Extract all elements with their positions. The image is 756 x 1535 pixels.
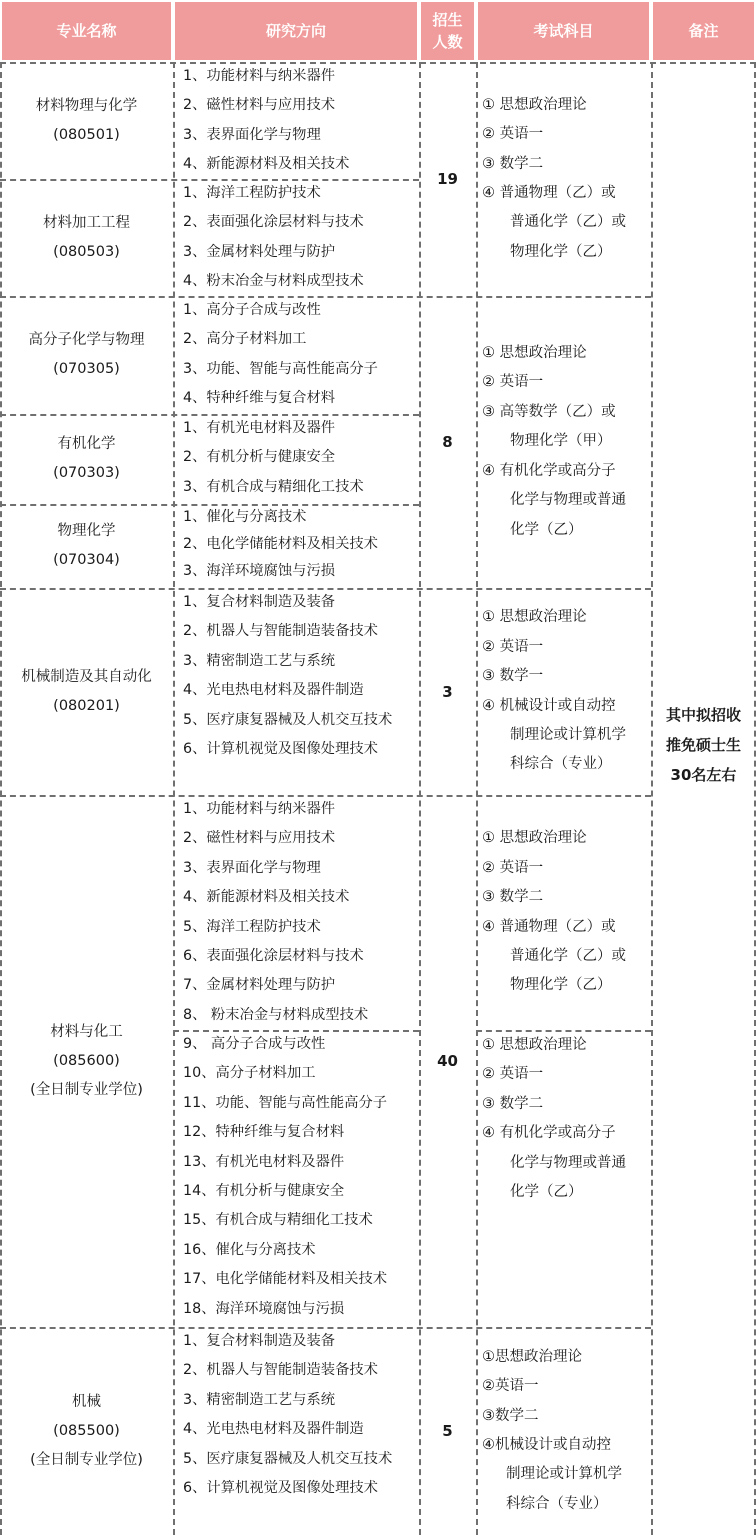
major-cell: 机械 (085500) (全日制专业学位) bbox=[30, 1393, 143, 1468]
direction-item: 6、计算机视觉及图像处理技术 bbox=[183, 740, 378, 757]
direction-list bbox=[173, 62, 419, 179]
header-count: 招生 人数 bbox=[419, 0, 476, 62]
grid-line bbox=[0, 414, 419, 416]
grid-line bbox=[0, 795, 651, 797]
major-cell: 物理化学 (070304) bbox=[53, 523, 120, 568]
direction-item: 2、表面强化涂层材料与技术 bbox=[183, 214, 364, 231]
grid-line bbox=[0, 1327, 651, 1329]
direction-item: 3、有机合成与精细化工技术 bbox=[183, 478, 364, 495]
direction-item: 1、功能材料与纳米器件 bbox=[183, 801, 336, 817]
direction-list bbox=[173, 795, 419, 1030]
direction-item: 11、功能、智能与高性能高分子 bbox=[183, 1094, 388, 1111]
direction-item: 1、功能材料与纳米器件 bbox=[183, 68, 336, 84]
major-cell: 材料加工工程 (080503) bbox=[43, 214, 130, 260]
direction-item: 3、精密制造工艺与系统 bbox=[183, 1391, 336, 1408]
major-cell: 材料与化工 (085600) (全日制专业学位) bbox=[30, 1023, 143, 1098]
direction-item: 2、磁性材料与应用技术 bbox=[183, 97, 336, 114]
direction-item: 1、催化与分离技术 bbox=[183, 509, 307, 525]
direction-item: 18、海洋环境腐蚀与污损 bbox=[183, 1300, 345, 1317]
exam-subjects: ① 思想政治理论 ② 英语一 ③ 高等数学（乙）或 物理化学（甲） ④ 有机化学或高分子 化学与物理或普通 化学（乙） bbox=[482, 345, 626, 538]
direction-item: 2、有机分析与健康安全 bbox=[183, 449, 336, 466]
direction-item: 4、新能源材料及相关技术 bbox=[183, 156, 350, 173]
direction-list bbox=[173, 588, 419, 795]
grid-line bbox=[173, 1030, 419, 1032]
direction-item: 5、医疗康复器械及人机交互技术 bbox=[183, 711, 393, 728]
direction-list bbox=[173, 1327, 419, 1535]
major-cell: 材料物理与化学 (080501) bbox=[35, 97, 138, 143]
direction-item: 2、高分子材料加工 bbox=[183, 331, 307, 348]
major-cell: 有机化学 (070303) bbox=[53, 436, 120, 481]
direction-item: 14、有机分析与健康安全 bbox=[183, 1182, 345, 1199]
exam-subjects: ① 思想政治理论 ② 英语一 ③ 数学二 ④ 普通物理（乙）或 普通化学（乙）或 物理化学（乙） bbox=[482, 830, 626, 994]
direction-item: 6、表面强化涂层材料与技术 bbox=[183, 947, 364, 964]
direction-item: 1、海洋工程防护技术 bbox=[183, 185, 321, 201]
grid-line bbox=[0, 179, 419, 181]
direction-item: 4、新能源材料及相关技术 bbox=[183, 889, 350, 906]
grid-line bbox=[173, 62, 175, 1535]
grid-line bbox=[0, 296, 651, 298]
direction-item: 2、磁性材料与应用技术 bbox=[183, 830, 336, 847]
direction-item: 2、机器人与智能制造装备技术 bbox=[183, 623, 378, 640]
direction-item: 10、高分子材料加工 bbox=[183, 1065, 316, 1082]
direction-item: 16、催化与分离技术 bbox=[183, 1241, 316, 1258]
major-cell: 高分子化学与物理 (070305) bbox=[28, 332, 145, 377]
direction-item: 2、电化学储能材料及相关技术 bbox=[183, 536, 378, 552]
enrollment-count: 5 bbox=[442, 1422, 453, 1440]
direction-item: 8、 粉末冶金与材料成型技术 bbox=[183, 1006, 369, 1023]
direction-list bbox=[173, 296, 419, 414]
direction-list bbox=[173, 179, 419, 296]
remarks-note: 其中拟招收 推免硕士生 30名左右 bbox=[665, 705, 741, 784]
direction-item: 5、医疗康复器械及人机交互技术 bbox=[183, 1450, 393, 1467]
direction-item: 1、有机光电材料及器件 bbox=[183, 420, 336, 436]
direction-item: 3、功能、智能与高性能高分子 bbox=[183, 360, 378, 377]
major-cell: 机械制造及其自动化 (080201) bbox=[21, 668, 152, 714]
grid-line bbox=[419, 62, 421, 1535]
direction-item: 1、高分子合成与改性 bbox=[183, 302, 321, 318]
direction-item: 13、有机光电材料及器件 bbox=[183, 1153, 345, 1170]
enrollment-count: 3 bbox=[442, 682, 453, 701]
direction-item: 15、有机合成与精细化工技术 bbox=[183, 1212, 373, 1229]
direction-item: 12、特种纤维与复合材料 bbox=[183, 1124, 345, 1141]
direction-item: 2、机器人与智能制造装备技术 bbox=[183, 1362, 378, 1379]
direction-list bbox=[173, 504, 419, 588]
enrollment-count: 19 bbox=[437, 170, 458, 188]
enrollment-count: 40 bbox=[437, 1052, 458, 1070]
grid-line bbox=[0, 62, 756, 64]
grid-line bbox=[0, 588, 651, 590]
direction-item: 17、电化学储能材料及相关技术 bbox=[183, 1271, 388, 1288]
direction-list bbox=[173, 414, 419, 504]
exam-subjects: ① 思想政治理论 ② 英语一 ③ 数学一 ④ 机械设计或自动控 制理论或计算机学 科综合（专业） bbox=[482, 609, 626, 773]
direction-item: 3、表界面化学与物理 bbox=[183, 126, 321, 143]
direction-item: 9、 高分子合成与改性 bbox=[183, 1036, 326, 1052]
header-major: 专业名称 bbox=[0, 0, 173, 62]
direction-item: 5、海洋工程防护技术 bbox=[183, 918, 321, 935]
direction-item: 3、金属材料处理与防护 bbox=[183, 243, 336, 260]
direction-item: 6、计算机视觉及图像处理技术 bbox=[183, 1479, 378, 1496]
exam-subjects: ①思想政治理论 ②英语一 ③数学二 ④机械设计或自动控 制理论或计算机学 科综合（专业） bbox=[482, 1348, 622, 1512]
direction-item: 4、特种纤维与复合材料 bbox=[183, 390, 336, 407]
direction-item: 1、复合材料制造及装备 bbox=[183, 594, 336, 610]
grid-line bbox=[0, 504, 419, 506]
direction-list bbox=[173, 1030, 419, 1327]
header-direction: 研究方向 bbox=[173, 0, 419, 62]
direction-item: 7、金属材料处理与防护 bbox=[183, 977, 336, 994]
direction-item: 4、光电热电材料及器件制造 bbox=[183, 682, 364, 699]
header-exam: 考试科目 bbox=[476, 0, 651, 62]
direction-item: 3、表界面化学与物理 bbox=[183, 859, 321, 876]
direction-item: 1、复合材料制造及装备 bbox=[183, 1333, 336, 1349]
exam-subjects: ① 思想政治理论 ② 英语一 ③ 数学二 ④ 有机化学或高分子 化学与物理或普通 化学（乙） bbox=[482, 1037, 626, 1201]
grid-line bbox=[0, 62, 2, 1535]
enrollment-count: 8 bbox=[442, 433, 453, 451]
grid-line bbox=[476, 1030, 651, 1032]
direction-item: 3、海洋环境腐蚀与污损 bbox=[183, 563, 336, 579]
direction-item: 4、光电热电材料及器件制造 bbox=[183, 1421, 364, 1438]
header-note: 备注 bbox=[651, 0, 756, 62]
exam-subjects: ① 思想政治理论 ② 英语一 ③ 数学二 ④ 普通物理（乙）或 普通化学（乙）或 物理化学（乙） bbox=[482, 96, 626, 260]
grid-line bbox=[651, 62, 653, 1535]
direction-item: 4、粉末冶金与材料成型技术 bbox=[183, 273, 364, 290]
direction-item: 3、精密制造工艺与系统 bbox=[183, 652, 336, 669]
grid-line bbox=[476, 62, 478, 1535]
